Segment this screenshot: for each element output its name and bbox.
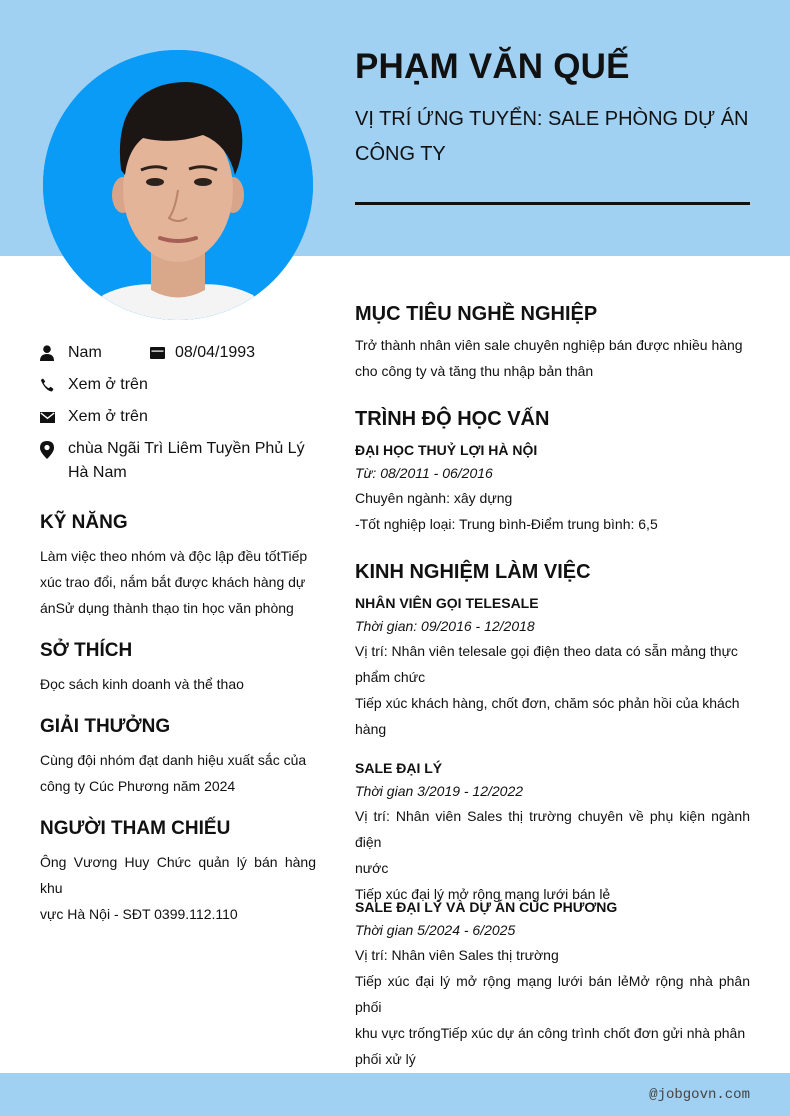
references-line: Ông Vương Huy Chức quản lý bán hàng khu xyxy=(40,854,316,896)
position-line: VỊ TRÍ ỨNG TUYỂN: SALE PHÒNG DỰ ÁN xyxy=(355,108,749,130)
education-period: Từ: 08/2011 - 06/2016 xyxy=(355,465,493,481)
job-period: Thời gian 5/2024 - 6/2025 xyxy=(355,922,516,938)
candidate-name: PHẠM VĂN QUẾ xyxy=(355,47,630,86)
skills-line: xúc trao đổi, nắm bắt được khách hàng dự xyxy=(40,574,306,590)
job-description xyxy=(355,803,750,907)
education-line: Chuyên ngành: xây dựng xyxy=(355,490,513,506)
job-line: Vị trí: Nhân viên Sales thị trường chuyên về phụ kiện ngành điện xyxy=(355,808,750,850)
awards-text xyxy=(40,747,316,799)
hobbies-title: SỞ THÍCH xyxy=(40,640,133,661)
awards-line: công ty Cúc Phương năm 2024 xyxy=(40,778,236,794)
objective-line: cho công ty và tăng thu nhập bản thân xyxy=(355,363,594,379)
applied-position xyxy=(355,102,755,172)
email-value: Xem ở trên xyxy=(68,408,148,425)
hobbies-text: Đọc sách kinh doanh và thể thao xyxy=(40,676,244,692)
job-line: Vị trí: Nhân viên telesale gọi điện theo data có sẵn mảng thực xyxy=(355,643,738,659)
objective-text xyxy=(355,332,750,384)
header-divider xyxy=(355,202,750,205)
skills-line: ánSử dụng thành thạo tin học văn phòng xyxy=(40,600,294,616)
job-description xyxy=(355,638,750,742)
job-period: Thời gian: 09/2016 - 12/2018 xyxy=(355,618,535,634)
phone-icon xyxy=(40,373,68,397)
job-line: hàng xyxy=(355,721,387,737)
education-line: -Tốt nghiệp loại: Trung bình-Điểm trung bình: 6,5 xyxy=(355,516,658,532)
experience-title: KINH NGHIỆM LÀM VIỆC xyxy=(355,561,591,583)
education-title: TRÌNH ĐỘ HỌC VẤN xyxy=(355,408,550,430)
gender-value: Nam xyxy=(68,344,102,361)
job-line: khu vực trốngTiếp xúc dự án công trình chốt đơn gửi nhà phân xyxy=(355,1025,746,1041)
job-line: Vị trí: Nhân viên Sales thị trường xyxy=(355,947,559,963)
gender-row xyxy=(40,341,255,365)
portrait-photo xyxy=(43,50,313,320)
school-name: ĐẠI HỌC THUỶ LỢI HÀ NỘI xyxy=(355,442,538,458)
job-line: Tiếp xúc khách hàng, chốt đơn, chăm sóc phản hồi của khách xyxy=(355,695,740,711)
location-pin-icon xyxy=(40,437,68,461)
avatar xyxy=(43,50,313,320)
job-line: Tiếp xúc đại lý mở rộng mạng lưới bán lẻ xyxy=(355,886,611,902)
address-line: Hà Nam xyxy=(68,464,127,481)
job-role: NHÂN VIÊN GỌI TELESALE xyxy=(355,595,539,611)
calendar-icon xyxy=(150,341,175,365)
skills-title: KỸ NĂNG xyxy=(40,512,128,533)
skills-line: Làm việc theo nhóm và độc lập đều tốtTiếp xyxy=(40,548,308,564)
email-row xyxy=(40,405,148,429)
site-watermark: @jobgovn.com xyxy=(649,1087,750,1103)
references-line: vực Hà Nội - SĐT 0399.112.110 xyxy=(40,906,238,922)
job-line: phối xử lý xyxy=(355,1051,416,1067)
position-line: CÔNG TY xyxy=(355,143,446,165)
job-role: SALE ĐẠI LÝ VÀ DỰ ÁN CÚC PHƯƠNG xyxy=(355,899,618,915)
job-line: nước xyxy=(355,860,389,876)
envelope-icon xyxy=(40,405,68,429)
awards-line: Cùng đội nhóm đạt danh hiệu xuất sắc của xyxy=(40,752,307,768)
awards-title: GIẢI THƯỞNG xyxy=(40,716,171,737)
job-line: phẩm chức xyxy=(355,669,426,685)
objective-line: Trở thành nhân viên sale chuyên nghiệp bán được nhiều hàng xyxy=(355,337,743,353)
objective-title: MỤC TIÊU NGHỀ NGHIỆP xyxy=(355,303,598,325)
job-period: Thời gian 3/2019 - 12/2022 xyxy=(355,783,524,799)
education-details xyxy=(355,485,750,537)
phone-value: Xem ở trên xyxy=(68,376,148,393)
birthday-value: 08/04/1993 xyxy=(175,344,256,361)
job-role: SALE ĐẠI LÝ xyxy=(355,760,443,776)
skills-text xyxy=(40,543,316,621)
references-title: NGƯỜI THAM CHIẾU xyxy=(40,818,231,839)
references-text xyxy=(40,849,316,927)
phone-row xyxy=(40,373,148,397)
person-icon xyxy=(40,341,68,365)
address-row xyxy=(40,437,305,485)
job-line: Tiếp xúc đại lý mở rộng mạng lưới bán lẻMở rộng nhà phân phối xyxy=(355,973,750,1015)
job-description xyxy=(355,942,750,1072)
address-line: chùa Ngãi Trì Liêm Tuyền Phủ Lý xyxy=(68,440,305,457)
